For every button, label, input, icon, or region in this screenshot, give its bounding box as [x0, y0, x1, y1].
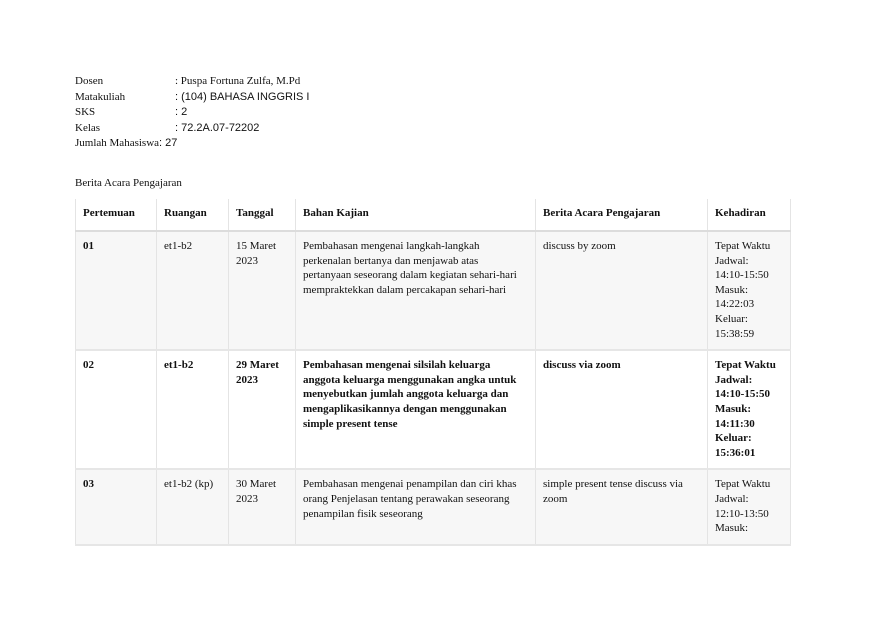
cell-berita-acara: discuss via zoom — [536, 350, 708, 469]
cell-pertemuan: 02 — [76, 350, 157, 469]
kehadiran-jadwal-value: 12:10-13:50 — [715, 507, 769, 520]
kehadiran-jadwal-value: 14:10-15:50 — [715, 388, 770, 401]
cell-bahan-kajian: Pembahasan mengenai langkah-langkah perkenalan bertanya dan menjawab atas pertanyaan seseorang dalam kegiatan sehari-hari mempraktekkan dalam percakapan sehari-hari — [296, 231, 536, 350]
info-row-jumlah — [75, 136, 310, 152]
header-pertemuan: Pertemuan — [76, 199, 157, 231]
jumlah-mahasiswa-value: : 27 — [159, 137, 178, 150]
matakuliah-label: Matakuliah — [75, 90, 126, 103]
header-ruangan: Ruangan — [157, 199, 229, 231]
sks-value: : 2 — [175, 106, 188, 119]
cell-bahan-kajian: Pembahasan mengenai penampilan dan ciri khas orang Penjelasan tentang perawakan seseorang penampilan fisik seseorang — [296, 469, 536, 544]
teaching-record-table — [75, 199, 791, 546]
kehadiran-keluar-value: 15:36:01 — [715, 446, 756, 459]
cell-ruangan: et1-b2 (kp) — [157, 469, 229, 544]
matakuliah-value: : (104) BAHASA INGGRIS I — [175, 90, 310, 103]
info-row-matakuliah — [75, 90, 310, 106]
cell-berita-acara: discuss by zoom — [536, 231, 708, 350]
kehadiran-jadwal-value: 14:10-15:50 — [715, 269, 769, 282]
info-row-dosen — [75, 74, 310, 90]
cell-berita-acara: simple present tense discuss via zoom — [536, 469, 708, 544]
dosen-label: Dosen — [75, 75, 104, 87]
header-bahan-kajian: Bahan Kajian — [296, 199, 536, 231]
table-row — [76, 350, 791, 469]
kehadiran-masuk-label: Masuk: — [715, 402, 752, 415]
table-header-row — [76, 199, 791, 231]
cell-pertemuan: 03 — [76, 469, 157, 544]
table-row — [76, 231, 791, 350]
header-kehadiran: Kehadiran — [708, 199, 791, 231]
cell-ruangan: et1-b2 — [157, 350, 229, 469]
kehadiran-status: Tepat Waktu — [715, 478, 771, 491]
kehadiran-status: Tepat Waktu — [715, 359, 776, 372]
cell-tanggal: 30 Maret 2023 — [229, 469, 296, 544]
kehadiran-masuk-label: Masuk: — [715, 522, 748, 535]
kelas-label: Kelas — [75, 121, 101, 134]
info-row-kelas — [75, 121, 310, 137]
kehadiran-masuk-label: Masuk: — [715, 283, 748, 296]
cell-kehadiran — [708, 231, 791, 350]
header-berita-acara: Berita Acara Pengajaran — [536, 199, 708, 231]
cell-pertemuan: 01 — [76, 231, 157, 350]
kehadiran-jadwal-label: Jadwal: — [715, 254, 749, 267]
kelas-value: : 72.2A.07-72202 — [175, 121, 260, 134]
kehadiran-keluar-label: Keluar: — [715, 432, 752, 445]
cell-bahan-kajian: Pembahasan mengenai silsilah keluarga anggota keluarga menggunakan angka untuk menyebutkan jumlah anggota keluarga dan mengaplikasikannya dengan menggunakan simple present tense — [296, 350, 536, 469]
kehadiran-jadwal-label: Jadwal: — [715, 373, 753, 386]
jumlah-mahasiswa-label: Jumlah Mahasiswa — [75, 137, 160, 150]
info-row-sks — [75, 105, 310, 121]
header-tanggal: Tanggal — [229, 199, 296, 231]
kehadiran-masuk-value: 14:22:03 — [715, 298, 755, 311]
kehadiran-keluar-value: 15:38:59 — [715, 327, 755, 340]
kehadiran-status: Tepat Waktu — [715, 240, 771, 252]
sks-label: SKS — [75, 106, 96, 119]
kehadiran-masuk-value: 14:11:30 — [715, 417, 755, 430]
cell-kehadiran — [708, 469, 791, 544]
cell-tanggal: 29 Maret 2023 — [229, 350, 296, 469]
kehadiran-keluar-label: Keluar: — [715, 312, 748, 325]
kehadiran-jadwal-label: Jadwal: — [715, 492, 749, 505]
cell-kehadiran — [708, 350, 791, 469]
dosen-value: : Puspa Fortuna Zulfa, M.Pd — [175, 75, 301, 87]
table-row — [76, 469, 791, 544]
cell-ruangan: et1-b2 — [157, 231, 229, 350]
lecturer-info-block — [75, 74, 310, 152]
section-title: Berita Acara Pengajaran — [75, 177, 182, 189]
cell-tanggal: 15 Maret 2023 — [229, 231, 296, 350]
